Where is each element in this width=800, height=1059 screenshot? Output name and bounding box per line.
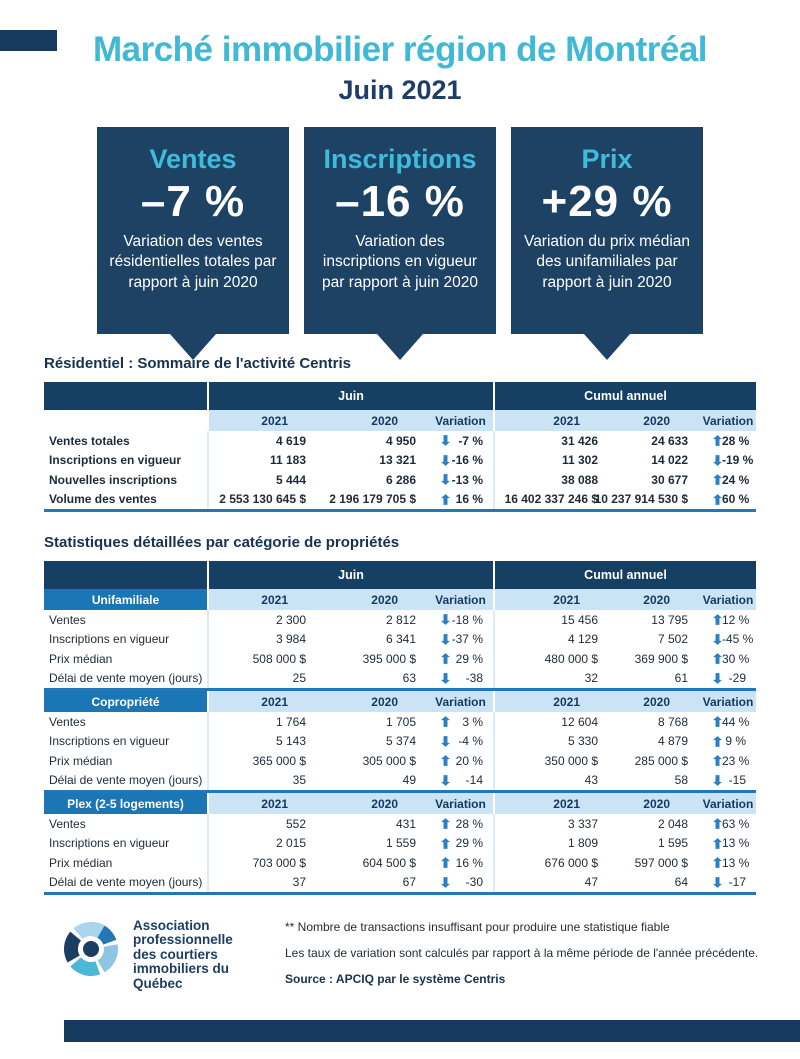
value-2020: 6 286 <box>385 472 416 487</box>
table-row <box>44 470 756 490</box>
row-label: Volume des ventes <box>49 492 157 507</box>
variation-value: -16 % <box>451 453 483 468</box>
value-2020: 1 595 <box>657 836 688 851</box>
value-2021: 5 330 <box>493 732 610 752</box>
value-2020: 7 502 <box>657 632 688 647</box>
table-row <box>44 853 756 873</box>
value-2021: 2 553 130 645 $ <box>207 490 318 510</box>
group-header-juin: Juin <box>207 561 493 589</box>
value-2020: 1 559 <box>385 836 416 851</box>
value-2020: 6 341 <box>385 632 416 647</box>
table-row <box>44 610 756 630</box>
value-2021: 25 <box>207 669 318 689</box>
variation-value: -38 <box>465 671 483 686</box>
value-2021: 552 <box>207 814 318 834</box>
row-label: Inscriptions en vigueur <box>49 453 182 468</box>
value-2020: 4 950 <box>385 433 416 448</box>
col-header: 2021 <box>207 793 318 814</box>
arrow-down-icon <box>441 877 450 888</box>
variation-cell <box>700 470 756 490</box>
table-col-header-row <box>44 410 756 431</box>
variation-value: 3 % <box>462 714 483 729</box>
col-header: Variation <box>700 793 756 814</box>
table-row <box>44 712 756 732</box>
variation-cell <box>700 814 756 834</box>
value-2021: 676 000 $ <box>493 853 610 873</box>
arrow-down-icon <box>441 455 450 466</box>
table-row <box>44 490 756 510</box>
arrow-down-icon <box>441 435 450 446</box>
col-header: 2021 <box>493 589 610 610</box>
table-row <box>44 649 756 669</box>
table-group-header-row <box>44 382 756 410</box>
col-header: 2021 <box>493 691 610 712</box>
variation-cell <box>428 834 493 854</box>
value-2021: 35 <box>207 771 318 791</box>
col-header: Variation <box>428 691 493 712</box>
variation-cell <box>428 649 493 669</box>
variation-cell <box>700 732 756 752</box>
organization-name: Association professionnelle des courtiers immobiliers du Québec <box>133 918 233 991</box>
arrow-up-icon <box>713 716 722 727</box>
table-row <box>44 431 756 451</box>
variation-cell <box>428 751 493 771</box>
col-header: 2020 <box>610 691 700 712</box>
arrow-down-icon <box>441 775 450 786</box>
variation-cell <box>428 630 493 650</box>
variation-value: 12 % <box>722 612 750 627</box>
callout-heading: Ventes <box>149 144 237 174</box>
summary-table <box>44 382 756 512</box>
value-2021: 16 402 337 246 $ <box>493 490 610 510</box>
table-bottom-border <box>44 892 756 895</box>
col-header: 2021 <box>207 410 318 431</box>
arrow-up-icon <box>441 818 450 829</box>
variation-value: 44 % <box>722 714 750 729</box>
variation-value: -15 <box>728 773 746 788</box>
value-2020: 8 768 <box>657 714 688 729</box>
section-title-statistiques: Statistiques détaillées par catégorie de propriétés <box>44 534 400 551</box>
variation-cell <box>700 451 756 471</box>
arrow-up-icon <box>441 653 450 664</box>
variation-cell <box>700 712 756 732</box>
variation-value: -29 <box>728 671 746 686</box>
arrow-down-icon <box>441 614 450 625</box>
value-2021: 32 <box>493 669 610 689</box>
col-header: 2020 <box>610 410 700 431</box>
value-2020: 58 <box>674 773 688 788</box>
variation-value: 16 % <box>455 855 483 870</box>
value-2020: 2 196 179 705 $ <box>329 492 416 507</box>
table-row <box>44 732 756 752</box>
variation-cell <box>428 732 493 752</box>
variation-value: -7 % <box>458 433 483 448</box>
value-2020: 10 237 914 530 $ <box>594 492 688 507</box>
variation-cell <box>700 490 756 510</box>
col-header: 2021 <box>493 793 610 814</box>
callout-row <box>0 127 800 334</box>
value-2020: 285 000 $ <box>634 753 688 768</box>
value-2021: 508 000 $ <box>207 649 318 669</box>
arrow-up-icon <box>441 716 450 727</box>
detail-table <box>44 561 756 895</box>
variation-cell <box>428 771 493 791</box>
variation-cell <box>428 431 493 451</box>
variation-cell <box>700 771 756 791</box>
row-label: Nouvelles inscriptions <box>49 472 178 487</box>
value-2020: 2 812 <box>385 612 416 627</box>
value-2020: 431 <box>395 816 416 831</box>
arrow-down-icon <box>441 634 450 645</box>
value-2021: 11 183 <box>207 451 318 471</box>
variation-cell <box>700 431 756 451</box>
variation-value: -19 % <box>722 453 754 468</box>
table-group-header-row <box>44 561 756 589</box>
table-col-header-row <box>44 691 756 712</box>
category-header: Unifamiliale <box>44 589 207 610</box>
callout-ventes <box>97 127 289 334</box>
value-2021: 1 809 <box>493 834 610 854</box>
callout-description: Variation des inscriptions en vigueur par rapport à juin 2020 <box>322 233 478 291</box>
value-2020: 395 000 $ <box>362 651 416 666</box>
callout-description: Variation des ventes résidentielles totales par rapport à juin 2020 <box>109 233 277 291</box>
page-title: Marché immobilier région de Montréal <box>92 30 708 69</box>
arrow-up-icon <box>713 435 722 446</box>
callout-description: Variation du prix médian des unifamiliales par rapport à juin 2020 <box>524 233 690 291</box>
arrow-down-icon <box>441 673 450 684</box>
row-label: Inscriptions en vigueur <box>49 836 170 851</box>
value-2021: 365 000 $ <box>207 751 318 771</box>
value-2020: 49 <box>402 773 416 788</box>
value-2021: 12 604 <box>493 712 610 732</box>
variation-value: -13 % <box>451 472 483 487</box>
value-2021: 350 000 $ <box>493 751 610 771</box>
variation-cell <box>428 853 493 873</box>
arrow-up-icon <box>713 818 722 829</box>
table-row <box>44 873 756 893</box>
variation-cell <box>700 669 756 689</box>
value-2020: 24 633 <box>651 433 688 448</box>
variation-value: 9 % <box>725 734 746 749</box>
callout-prix <box>511 127 703 334</box>
arrow-down-icon <box>713 455 722 466</box>
variation-value: 28 % <box>722 433 750 448</box>
arrow-up-icon <box>441 755 450 766</box>
value-2021: 38 088 <box>493 470 610 490</box>
callout-value: +29 % <box>541 177 673 226</box>
footer <box>58 916 800 991</box>
footnote: Les taux de variation sont calculés par rapport à la même période de l'année précédente. <box>285 946 759 960</box>
value-2021: 5 444 <box>207 470 318 490</box>
row-label: Ventes totales <box>49 433 130 448</box>
variation-cell <box>700 853 756 873</box>
arrow-up-icon <box>441 857 450 868</box>
variation-cell <box>428 712 493 732</box>
variation-value: -14 <box>465 773 483 788</box>
variation-value: 20 % <box>455 753 483 768</box>
col-header: 2020 <box>610 589 700 610</box>
row-label: Ventes <box>49 612 86 627</box>
variation-cell <box>428 470 493 490</box>
table-row <box>44 451 756 471</box>
arrow-up-icon <box>713 653 722 664</box>
variation-cell <box>428 669 493 689</box>
col-header: Variation <box>428 793 493 814</box>
variation-cell <box>428 451 493 471</box>
row-label: Inscriptions en vigueur <box>49 632 170 647</box>
callout-value: –7 % <box>140 177 246 226</box>
callout-heading: Prix <box>581 144 633 174</box>
group-header-juin: Juin <box>207 382 493 410</box>
value-2020: 14 022 <box>651 453 688 468</box>
value-2020: 597 000 $ <box>634 855 688 870</box>
arrow-down-icon <box>713 673 722 684</box>
row-label: Ventes <box>49 816 86 831</box>
col-header: 2021 <box>207 691 318 712</box>
variation-value: -30 <box>465 875 483 890</box>
value-2021: 43 <box>493 771 610 791</box>
value-2021: 2 300 <box>207 610 318 630</box>
col-header: 2020 <box>318 691 428 712</box>
table-row <box>44 814 756 834</box>
row-label: Prix médian <box>49 753 113 768</box>
table-bottom-border <box>44 509 756 512</box>
callout-value: –16 % <box>335 177 465 226</box>
variation-value: 13 % <box>722 836 750 851</box>
value-2020: 305 000 $ <box>362 753 416 768</box>
category-header: Copropriété <box>44 691 207 712</box>
arrow-down-icon <box>713 775 722 786</box>
group-header-cumul-annuel: Cumul annuel <box>493 382 756 410</box>
variation-cell <box>700 751 756 771</box>
value-2020: 13 321 <box>379 453 416 468</box>
value-2020: 4 879 <box>657 734 688 749</box>
row-label: Délai de vente moyen (jours) <box>49 671 203 686</box>
value-2021: 11 302 <box>493 451 610 471</box>
variation-value: -17 <box>728 875 746 890</box>
variation-cell <box>700 873 756 893</box>
footnotes <box>285 920 758 986</box>
variation-value: 16 % <box>455 492 483 507</box>
table-row <box>44 751 756 771</box>
col-header: 2020 <box>318 589 428 610</box>
col-header: 2020 <box>318 410 428 431</box>
variation-value: 23 % <box>722 753 750 768</box>
variation-value: 13 % <box>722 855 750 870</box>
row-label: Délai de vente moyen (jours) <box>49 875 203 890</box>
table-row <box>44 834 756 854</box>
value-2020: 5 374 <box>385 734 416 749</box>
callout-inscriptions <box>304 127 496 334</box>
row-label: Inscriptions en vigueur <box>49 734 170 749</box>
row-label: Prix médian <box>49 651 113 666</box>
arrow-up-icon <box>713 736 722 747</box>
arrow-up-icon <box>713 838 722 849</box>
variation-value: 30 % <box>722 651 750 666</box>
variation-value: -18 % <box>451 612 483 627</box>
arrow-up-icon <box>441 838 450 849</box>
arrow-up-icon <box>713 857 722 868</box>
callout-heading: Inscriptions <box>323 144 477 174</box>
row-label: Prix médian <box>49 855 113 870</box>
col-header: Variation <box>700 691 756 712</box>
value-2021: 47 <box>493 873 610 893</box>
variation-cell <box>700 630 756 650</box>
apciq-logo-icon <box>58 916 124 987</box>
table-row <box>44 630 756 650</box>
value-2021: 31 426 <box>493 431 610 451</box>
col-header: Variation <box>700 410 756 431</box>
variation-cell <box>700 834 756 854</box>
arrow-up-icon <box>713 494 722 505</box>
row-label: Délai de vente moyen (jours) <box>49 773 203 788</box>
bottom-accent-bar <box>64 1020 800 1042</box>
variation-value: -4 % <box>458 734 483 749</box>
col-header: 2021 <box>493 410 610 431</box>
col-header: 2021 <box>207 589 318 610</box>
col-header: 2020 <box>610 793 700 814</box>
arrow-up-icon <box>713 614 722 625</box>
col-header: Variation <box>428 410 493 431</box>
value-2020: 67 <box>402 875 416 890</box>
value-2021: 703 000 $ <box>207 853 318 873</box>
variation-cell <box>428 873 493 893</box>
arrow-up-icon <box>713 755 722 766</box>
value-2020: 369 900 $ <box>634 651 688 666</box>
table-col-header-row <box>44 589 756 610</box>
group-header-spacer <box>44 561 207 589</box>
variation-cell <box>700 649 756 669</box>
value-2021: 2 015 <box>207 834 318 854</box>
value-2020: 13 795 <box>651 612 688 627</box>
value-2021: 4 129 <box>493 630 610 650</box>
arrow-down-icon <box>713 634 722 645</box>
category-header: Plex (2-5 logements) <box>44 793 207 814</box>
value-2021: 5 143 <box>207 732 318 752</box>
value-2021: 1 764 <box>207 712 318 732</box>
section-title-residentiel: Résidentiel : Sommaire de l'activité Centris <box>44 355 352 372</box>
row-label: Ventes <box>49 714 86 729</box>
group-header-spacer <box>44 382 207 410</box>
value-2020: 64 <box>674 875 688 890</box>
variation-value: 60 % <box>722 492 750 507</box>
variation-cell <box>428 610 493 630</box>
value-2021: 480 000 $ <box>493 649 610 669</box>
top-left-accent-bar <box>0 30 57 51</box>
group-header-cumul-annuel: Cumul annuel <box>493 561 756 589</box>
value-2020: 63 <box>402 671 416 686</box>
value-2020: 1 705 <box>385 714 416 729</box>
value-2020: 30 677 <box>651 472 688 487</box>
variation-value: 29 % <box>455 836 483 851</box>
source-note: Source : APCIQ par le système Centris <box>285 972 506 986</box>
variation-value: 29 % <box>455 651 483 666</box>
col-header: 2020 <box>318 793 428 814</box>
arrow-up-icon <box>713 474 722 485</box>
variation-cell <box>428 490 493 510</box>
arrow-up-icon <box>441 494 450 505</box>
col-header: Variation <box>700 589 756 610</box>
variation-value: 28 % <box>455 816 483 831</box>
variation-cell <box>700 610 756 630</box>
value-2021: 3 337 <box>493 814 610 834</box>
table-col-header-row <box>44 793 756 814</box>
arrow-down-icon <box>441 474 450 485</box>
value-2021: 15 456 <box>493 610 610 630</box>
value-2021: 37 <box>207 873 318 893</box>
table-row <box>44 669 756 689</box>
value-2020: 61 <box>674 671 688 686</box>
footnote: ** Nombre de transactions insuffisant pour produire une statistique fiable <box>285 920 670 934</box>
table-row <box>44 771 756 791</box>
variation-value: 24 % <box>722 472 750 487</box>
variation-value: -37 % <box>451 632 483 647</box>
arrow-down-icon <box>441 736 450 747</box>
value-2021: 3 984 <box>207 630 318 650</box>
value-2020: 604 500 $ <box>362 855 416 870</box>
arrow-down-icon <box>713 877 722 888</box>
col-header-spacer <box>44 410 207 431</box>
col-header: Variation <box>428 589 493 610</box>
page-subtitle: Juin 2021 <box>338 75 462 105</box>
variation-value: 63 % <box>722 816 750 831</box>
value-2021: 4 619 <box>207 431 318 451</box>
value-2020: 2 048 <box>657 816 688 831</box>
variation-cell <box>428 814 493 834</box>
variation-value: -45 % <box>722 632 754 647</box>
